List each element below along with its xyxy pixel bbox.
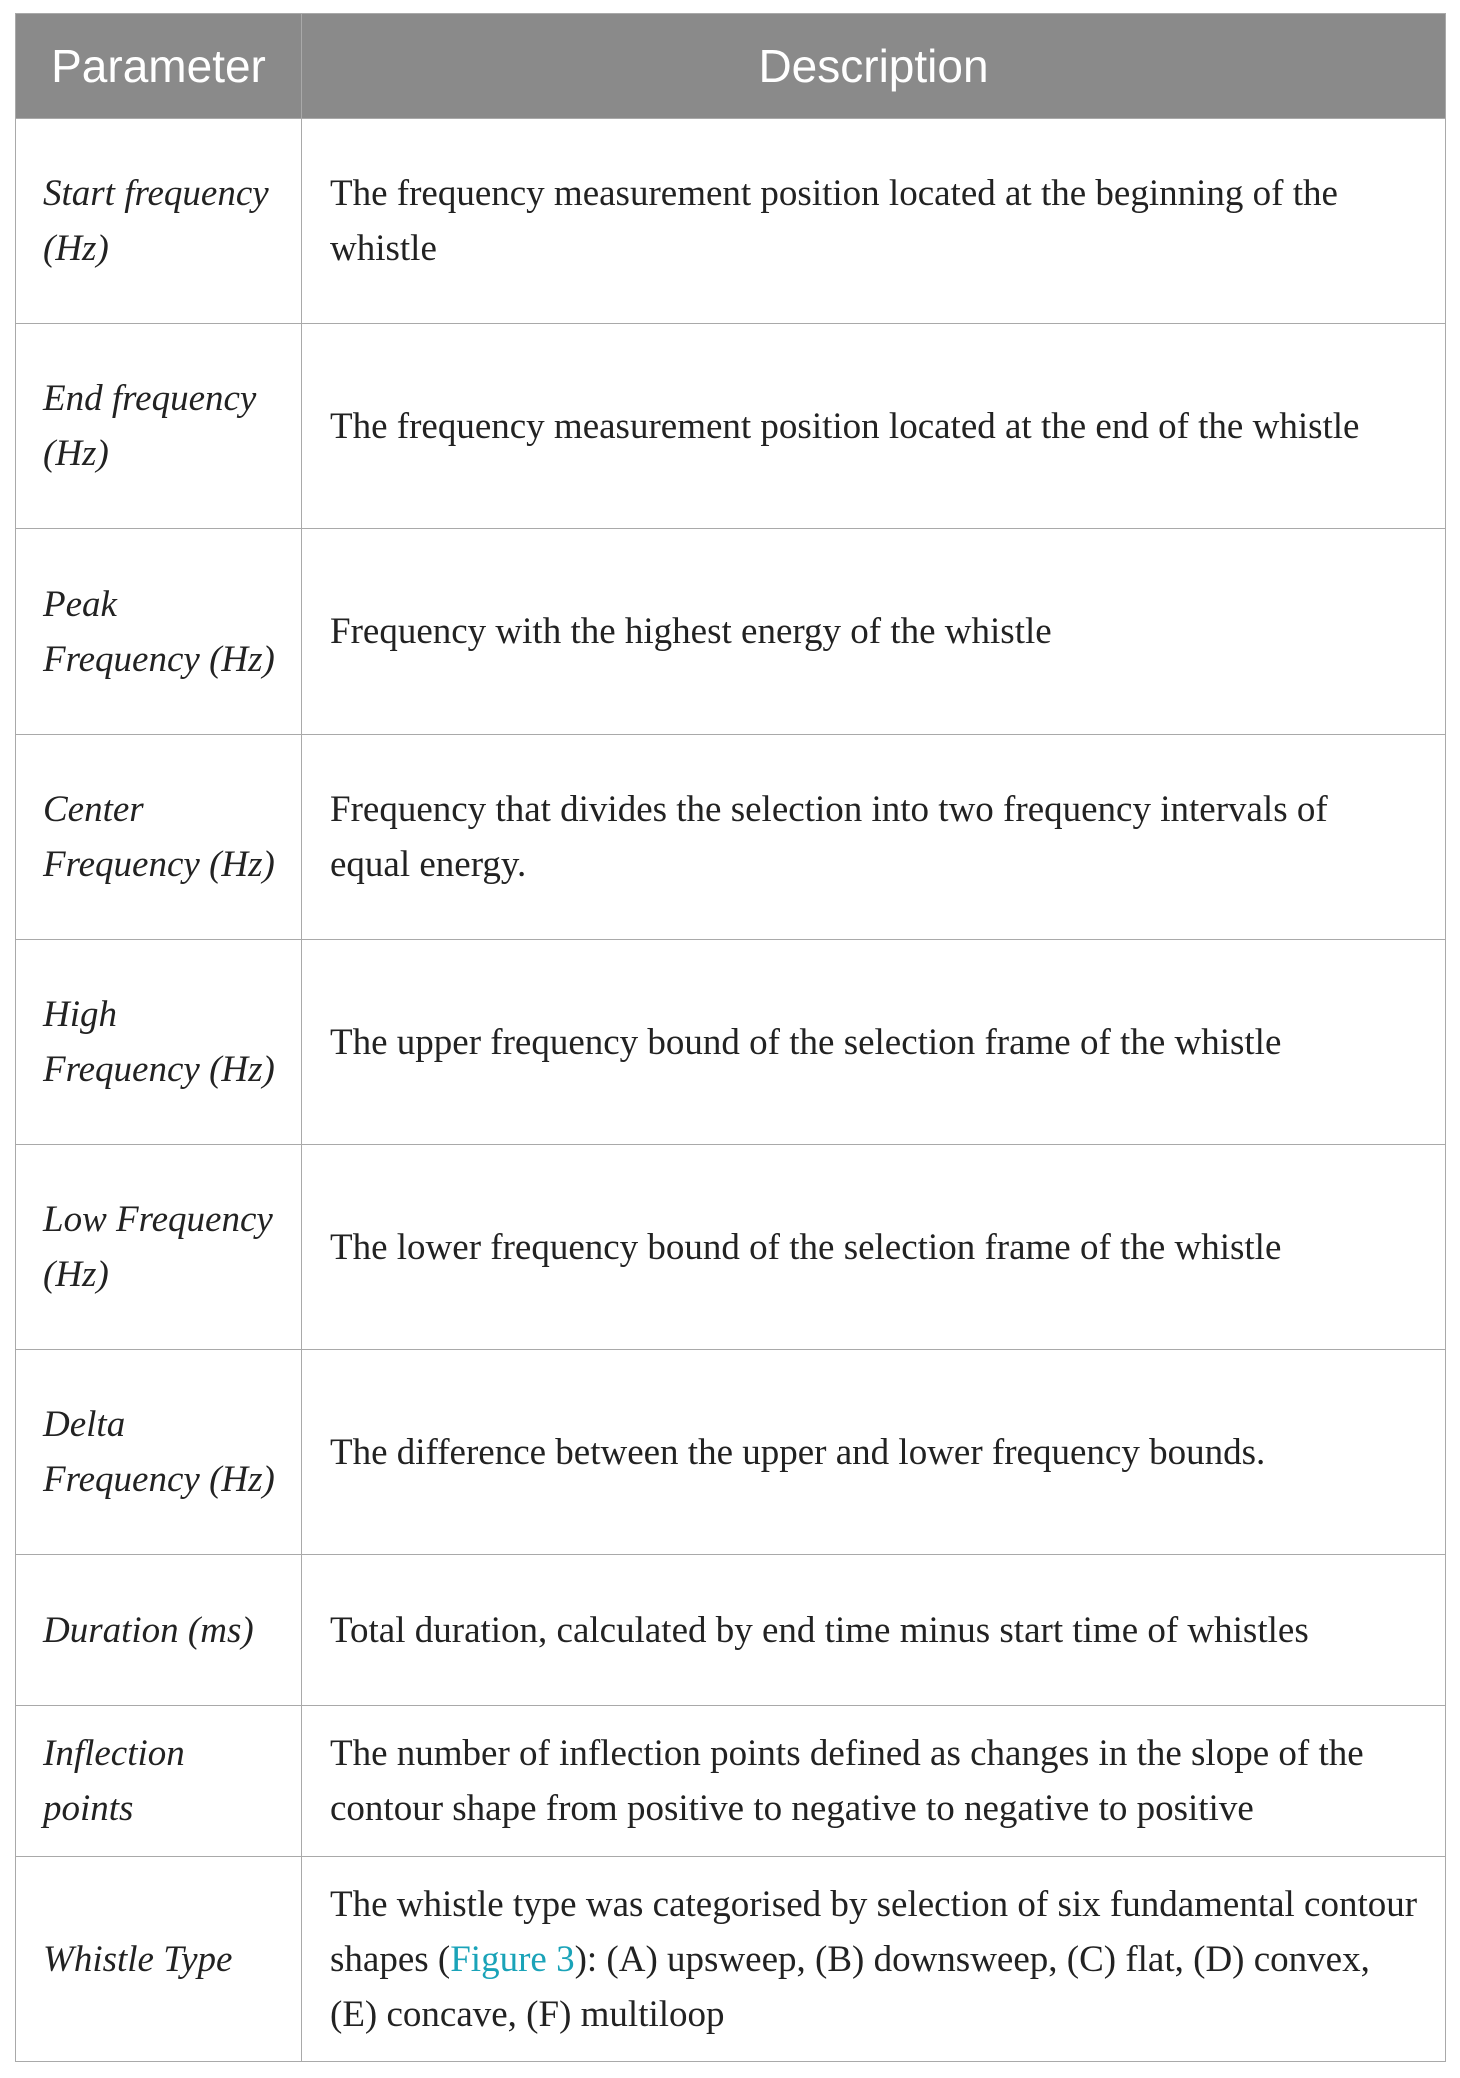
- parameters-table: [15, 13, 1446, 2062]
- table-row: [16, 1706, 1446, 1857]
- table-row: [16, 119, 1446, 324]
- description-cell: The frequency measurement position located at the end of the whistle: [302, 324, 1446, 529]
- description-cell: The lower frequency bound of the selection frame of the whistle: [302, 1145, 1446, 1350]
- table-row: [16, 529, 1446, 735]
- parameter-cell: Start frequency (Hz): [16, 119, 302, 324]
- parameter-cell: Duration (ms): [16, 1555, 302, 1706]
- description-cell: [302, 1857, 1446, 2062]
- description-line: Frequency that divides the selection into two frequency intervals of: [330, 789, 1328, 830]
- table-row: [16, 940, 1446, 1145]
- table-row: [16, 1555, 1446, 1706]
- figure-3-link[interactable]: Figure 3: [450, 1938, 575, 1980]
- table-row: [16, 324, 1446, 529]
- description-text: The whistle type was categorised by selection of six fundamental contour shapes (: [330, 1883, 1418, 1980]
- table-row: [16, 1145, 1446, 1350]
- header-parameter: Parameter: [16, 14, 302, 119]
- description-cell: [302, 735, 1446, 940]
- parameter-cell: Whistle Type: [16, 1857, 302, 2062]
- description-line: equal energy.: [330, 844, 527, 885]
- description-cell: Total duration, calculated by end time minus start time of whistles: [302, 1555, 1446, 1706]
- description-cell: The difference between the upper and lower frequency bounds.: [302, 1350, 1446, 1555]
- parameter-cell: Peak Frequency (Hz): [16, 529, 302, 735]
- description-cell: The upper frequency bound of the selection frame of the whistle: [302, 940, 1446, 1145]
- table-row: [16, 1350, 1446, 1555]
- parameter-cell: Center Frequency (Hz): [16, 735, 302, 940]
- description-cell: The frequency measurement position located at the beginning of the whistle: [302, 119, 1446, 324]
- table-header-row: [16, 14, 1446, 119]
- table-row: [16, 1857, 1446, 2062]
- description-cell: The number of inflection points defined as changes in the slope of the contour shape from positive to negative to negative to positive: [302, 1706, 1446, 1857]
- description-text: ): (A) upsweep, (B) downsweep, (C) flat, (D) convex, (E) concave, (F) multiloop: [330, 1938, 1370, 2035]
- parameter-cell: High Frequency (Hz): [16, 940, 302, 1145]
- table-row: [16, 735, 1446, 940]
- parameter-cell: Low Frequency (Hz): [16, 1145, 302, 1350]
- header-description: Description: [302, 14, 1446, 119]
- description-cell: Frequency with the highest energy of the whistle: [302, 529, 1446, 735]
- parameter-cell: Delta Frequency (Hz): [16, 1350, 302, 1555]
- parameter-cell: End frequency (Hz): [16, 324, 302, 529]
- parameter-cell: Inflection points: [16, 1706, 302, 1857]
